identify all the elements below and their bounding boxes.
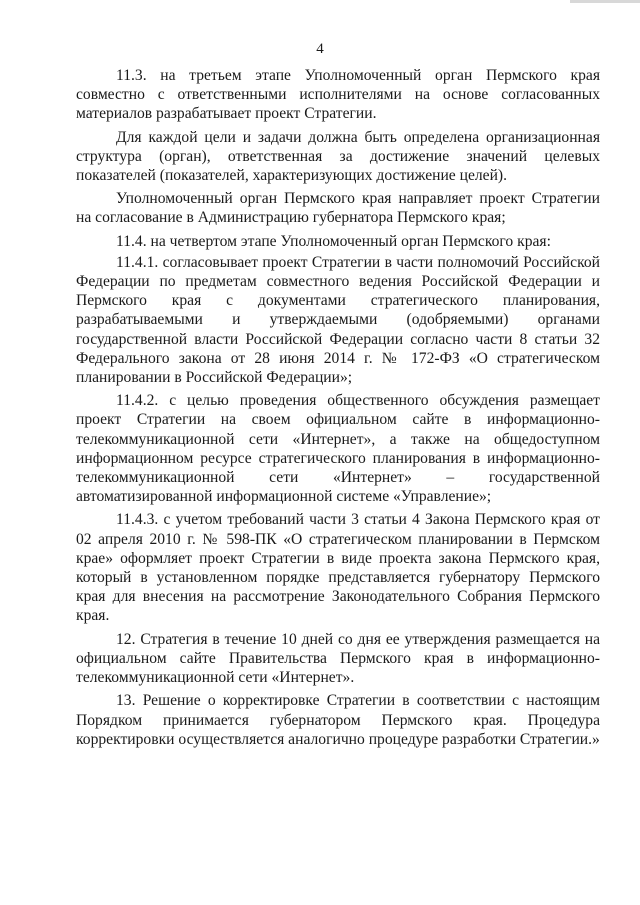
paragraph-send-for-approval: Уполномоченный орган Пермского края направляет проект Стратегии на согласование в Администрацию губернатора Пермского края; xyxy=(76,190,600,227)
page-number: 4 xyxy=(316,41,324,57)
paragraph-13: 13. Решение о корректировке Стратегии в соответствии с настоящим Порядком принимается губернатором Пермского края. Процедура корректировки осуществляется аналогично процедуре разработки Стратегии.» xyxy=(76,692,600,748)
paragraph-11-4-3: 11.4.3. с учетом требований части 3 статьи 4 Закона Пермского края от 02 апреля 2010 г. № 598-ПК «О стратегическом планировании в Пермском крае» оформляет проект Стратегии в виде проекта закона Пермского края, который в установленном порядке представляется губернатору Пермского края для внесения на рассмотрение Законодательного Собрания Пермского края. xyxy=(76,511,600,625)
paragraph-12: 12. Стратегия в течение 10 дней со дня ее утверждения размещается на официальном сайте Правительства Пермского края в информационно-телекоммуникационной сети «Интернет». xyxy=(76,630,600,687)
paragraph-11-3: 11.3. на третьем этапе Уполномоченный орган Пермского края совместно с ответственными исполнителями на основе согласованных материалов разрабатывает проект Стратегии. xyxy=(76,67,600,123)
paragraph-11-4: 11.4. на четвертом этапе Уполномоченный орган Пермского края: xyxy=(116,232,551,250)
scan-edge-mark xyxy=(570,0,640,3)
paragraph-11-4-2: 11.4.2. с целью проведения общественного обсуждения размещает проект Стратегии на своем официальном сайте в информационно-телекоммуникационной сети «Интернет», а также на общедоступном информационном ресурсе стратегического планирования в информационно-телекоммуникационной сети «Интернет» – государственной автоматизированной информационной системе «Управление»; xyxy=(76,392,600,506)
paragraph-org-structure: Для каждой цели и задачи должна быть определена организационная структура (орган), ответственная за достижение значений целевых показателей (показателей, характеризующих достижение целей). xyxy=(76,128,600,185)
document-body xyxy=(76,66,600,753)
paragraph-11-4-1: 11.4.1. согласовывает проект Стратегии в части полномочий Российской Федерации по предметам совместного ведения Российской Федерации и Пермского края с документами стратегического планирования, разрабатываемыми и утверждаемыми (одобряемыми) органами государственной власти Российской Федерации согласно части 8 статьи 32 Федерального закона от 28 июня 2014 г. № 172-ФЗ «О стратегическом планировании в Российской Федерации»; xyxy=(76,253,600,387)
